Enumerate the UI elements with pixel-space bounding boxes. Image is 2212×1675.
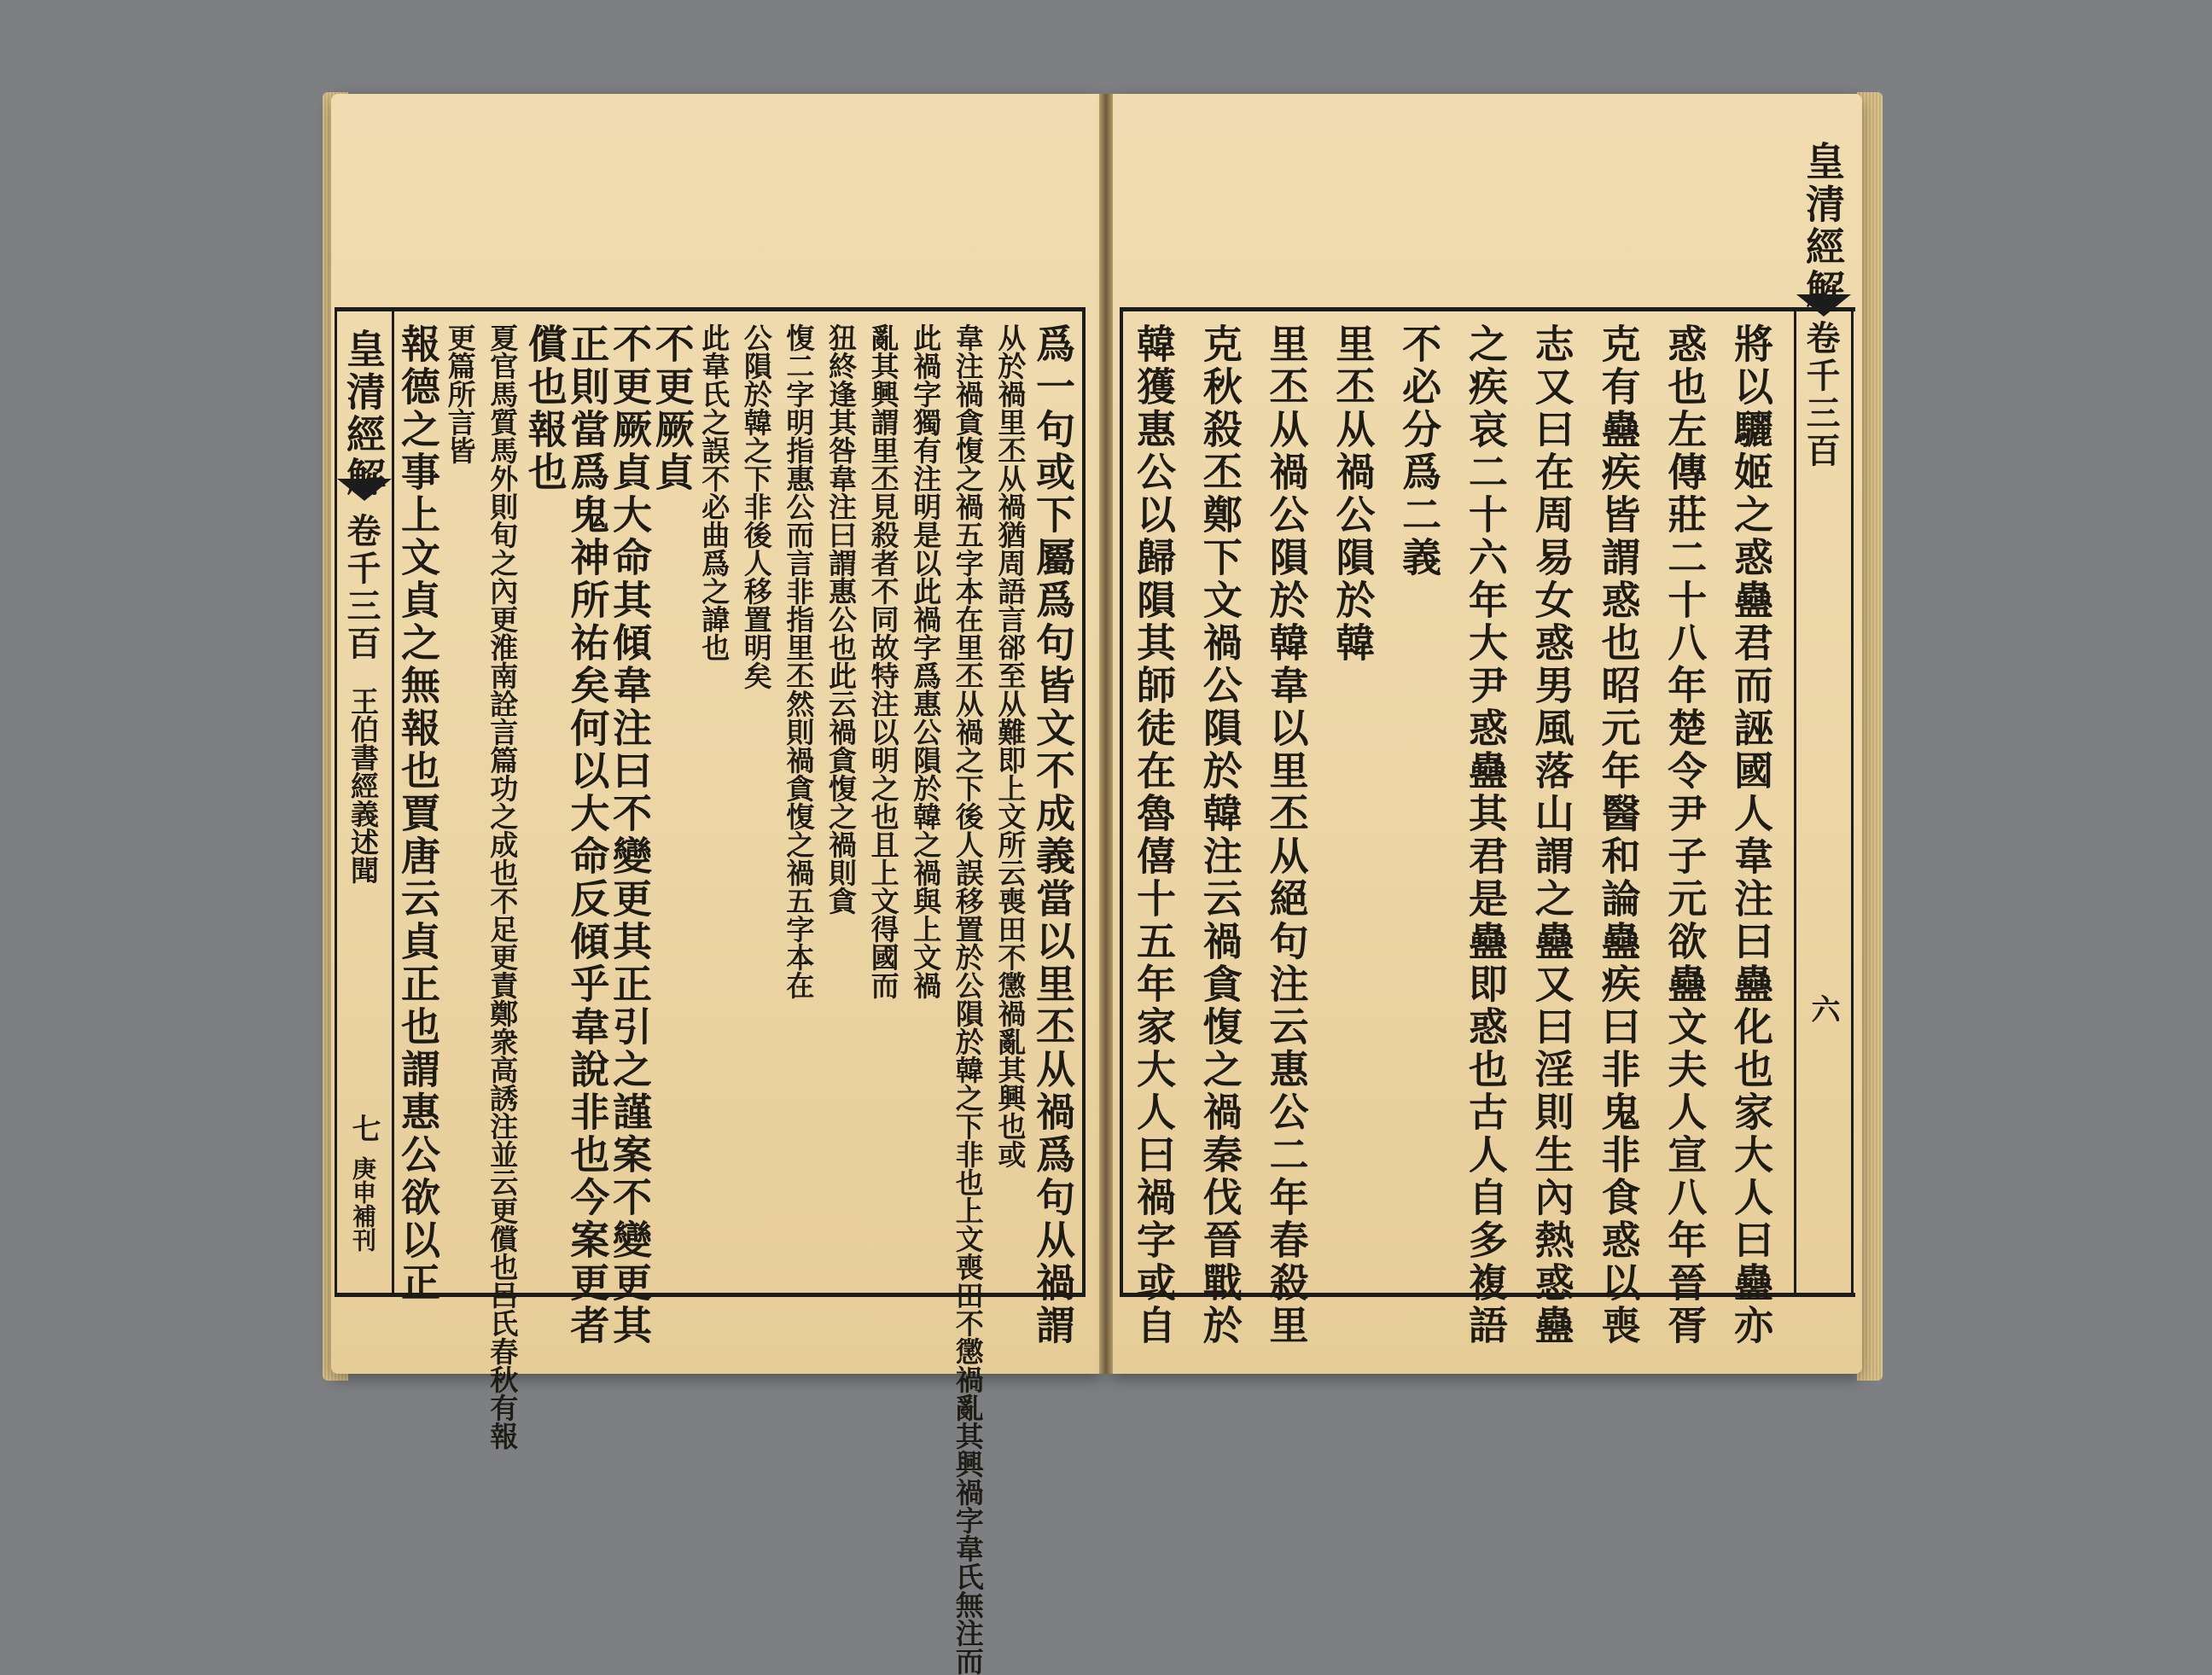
left-frame-outer-rule	[1082, 311, 1086, 1293]
left-column-6: 狃終逢其咎韋注曰謂惠公也此云禍貪愎之禍則貪	[824, 323, 858, 915]
left-column-3: 韋注禍貪愎之禍五字本在里丕从禍之下後人誤移置於公隕於韓之下非也上文喪田不懲禍亂其興禍字韋氏無注而	[951, 323, 985, 1675]
left-column-15: 更篇所言皆	[443, 323, 477, 464]
left-column-8: 公隕於韓之下非後人移置明矣	[739, 323, 773, 689]
right-fishtail	[1796, 294, 1851, 317]
left-column-5: 亂其興謂里丕見殺者不同故特注以明之也且上文得國而	[866, 323, 900, 999]
right-text-frame	[1120, 141, 1855, 1347]
right-column-2: 惑也左傳莊二十八年楚令尹子元欲蠱文夫人宣八年晉胥	[1662, 323, 1708, 1347]
left-fishtail	[337, 479, 392, 501]
right-column-5: 之疾哀二十六年大尹惑蠱其君是蠱即惑也古人自多複語	[1462, 323, 1509, 1347]
left-margin-printing: 庚申補刊	[349, 1156, 377, 1252]
book-gutter	[1099, 94, 1113, 1374]
left-margin-volume: 卷千三百	[341, 513, 381, 663]
left-column-2: 从於禍里丕从禍猶周語言郤至从難即上文所云喪田不懲禍亂其興也或	[993, 323, 1027, 1168]
right-column-8: 里丕从禍公隕於韓韋以里丕从絕句注云惠公二年春殺里	[1263, 323, 1310, 1347]
left-margin-folio: 七	[346, 1114, 381, 1143]
right-column-7: 里丕从禍公隕於韓	[1330, 323, 1377, 665]
right-column-6: 不必分爲二義	[1396, 323, 1443, 579]
right-frame-outer-rule	[1120, 311, 1123, 1293]
left-column-10: 不更厥貞	[649, 323, 696, 494]
right-margin-title: 皇清經解	[1800, 141, 1846, 311]
left-column-14: 夏官馬質馬外則旬之內更淮南詮言篇功之成也不足更責鄭衆高誘注並云更償也呂氏春秋有報	[486, 323, 520, 1450]
right-margin-volume: 卷千三百	[1801, 320, 1841, 470]
left-margin-title: 皇清經解	[341, 329, 387, 499]
left-margin-strip	[335, 311, 394, 1293]
left-column-13: 償也報也	[521, 323, 568, 494]
left-column-11: 不更厥貞大命其傾韋注曰不變更其正引之謹案不變更其	[607, 323, 653, 1347]
right-margin-strip	[1794, 141, 1854, 1293]
left-column-12: 正則當爲鬼神所祐矣何以大命反傾乎韋說非也今案更者	[564, 323, 611, 1347]
left-column-16: 報德之事上文貞之無報也賈唐云貞正也謂惠公欲以正	[395, 323, 441, 1305]
left-column-7: 愎二字明指惠公而言非指里丕然則禍貪愎之禍五字本在	[782, 323, 816, 999]
left-column-4: 此禍字獨有注明是以此禍字爲惠公隕於韓之禍與上文禍	[909, 323, 943, 999]
right-column-10: 韓獲惠公以歸隕其師徒在魯僖十五年家大人曰禍字或自	[1131, 323, 1177, 1347]
right-margin-folio: 六	[1806, 994, 1840, 1023]
right-column-1: 將以驪姬之惑蠱君而誣國人韋注曰蠱化也家大人曰蠱亦	[1728, 323, 1774, 1347]
left-column-9: 此韋氏之誤不必曲爲之諱也	[697, 323, 731, 661]
left-margin-author: 王伯書經義述聞	[346, 687, 380, 884]
left-text-frame	[335, 307, 1086, 1675]
right-column-3: 克有蠱疾皆謂惑也昭元年醫和論蠱疾曰非鬼非食惑以喪	[1595, 323, 1642, 1347]
left-column-1: 爲一句或下屬爲句皆文不成義當以里丕从禍爲句从禍謂	[1030, 323, 1076, 1347]
right-column-9: 克秋殺丕鄭下文禍公隕於韓注云禍貪愎之禍秦伐晉戰於	[1196, 323, 1243, 1347]
right-column-4: 志又曰在周易女惑男風落山謂之蠱又曰淫則生內熱惑蠱	[1528, 323, 1575, 1347]
